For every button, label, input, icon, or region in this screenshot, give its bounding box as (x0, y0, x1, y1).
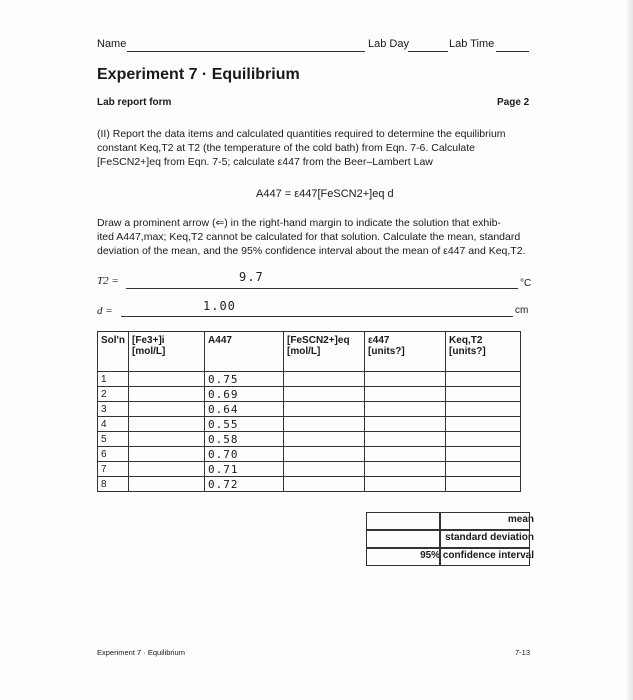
table-row (98, 432, 521, 447)
data-table (97, 331, 521, 492)
fescn-cell[interactable] (284, 417, 365, 432)
fe-cell[interactable] (129, 402, 205, 417)
t2-field-line[interactable] (126, 288, 518, 289)
mean-eps-box[interactable] (366, 512, 440, 530)
fescn-cell[interactable] (284, 462, 365, 477)
eps-cell[interactable] (365, 462, 446, 477)
fescn-cell[interactable] (284, 402, 365, 417)
table-row (98, 462, 521, 477)
instructions-draw-arrow (97, 216, 533, 258)
eps-header: ε447 [units?] (365, 332, 446, 372)
a447-cell[interactable]: 0.72 (205, 477, 284, 492)
eps-cell[interactable] (365, 402, 446, 417)
d-field-line[interactable] (121, 316, 513, 317)
footer-page-number: 7-13 (515, 648, 531, 657)
soln-cell: 8 (98, 477, 129, 492)
fe-cell[interactable] (129, 417, 205, 432)
instruction-line: ited A447,max; Keq,T2 cannot be calculated for that solution. Calculate the mean, standard (97, 231, 521, 243)
lab-time-label: Lab Time (449, 38, 495, 50)
name-label: Name (97, 38, 127, 50)
fe-cell[interactable] (129, 372, 205, 387)
eps-cell[interactable] (365, 432, 446, 447)
name-field[interactable] (127, 51, 365, 52)
table-row (98, 417, 521, 432)
eps-cell[interactable] (365, 387, 446, 402)
keq-cell[interactable] (446, 447, 521, 462)
std-dev-eps-box[interactable] (366, 530, 440, 548)
eps-cell[interactable] (365, 372, 446, 387)
keq-cell[interactable] (446, 417, 521, 432)
a447-cell[interactable]: 0.75 (205, 372, 284, 387)
eps-cell[interactable] (365, 417, 446, 432)
table-row (98, 387, 521, 402)
keq-header: Keq,T2 [units?] (446, 332, 521, 372)
a447-cell[interactable]: 0.69 (205, 387, 284, 402)
soln-cell: 6 (98, 447, 129, 462)
a447-cell[interactable]: 0.55 (205, 417, 284, 432)
instruction-line: (II) Report the data items and calculated quantities required to determine the equilibrium (97, 128, 506, 140)
a447-cell[interactable]: 0.71 (205, 462, 284, 477)
t2-value: 9.7 (239, 270, 264, 284)
confidence-interval-label: 95% confidence interval (420, 550, 534, 561)
a447-header: A447 (205, 332, 284, 372)
table-row (98, 447, 521, 462)
t2-label: T2 = (97, 275, 119, 287)
d-label: d = (97, 305, 113, 317)
soln-header: Sol'n (98, 332, 129, 372)
instruction-line: Draw a prominent arrow (⇐) in the right-hand margin to indicate the solution that exhib- (97, 217, 501, 229)
instructions-part2 (97, 127, 533, 169)
keq-cell[interactable] (446, 402, 521, 417)
eps-cell[interactable] (365, 477, 446, 492)
soln-cell: 1 (98, 372, 129, 387)
mean-label: mean (507, 514, 534, 525)
page-number-label: Page 2 (497, 97, 530, 108)
keq-cell[interactable] (446, 462, 521, 477)
page-title: Experiment 7 · Equilibrium (97, 66, 300, 83)
a447-cell[interactable]: 0.64 (205, 402, 284, 417)
soln-cell: 4 (98, 417, 129, 432)
fescn-cell[interactable] (284, 372, 365, 387)
fescn-cell[interactable] (284, 477, 365, 492)
a447-cell[interactable]: 0.58 (205, 432, 284, 447)
page-edge-shadow (625, 0, 633, 700)
fe-cell[interactable] (129, 477, 205, 492)
table-row (98, 402, 521, 417)
eps-cell[interactable] (365, 447, 446, 462)
fe-cell[interactable] (129, 447, 205, 462)
footer-left: Experiment 7 · Equilibrium (97, 648, 185, 657)
table-row (98, 477, 521, 492)
a447-cell[interactable]: 0.70 (205, 447, 284, 462)
fescn-cell[interactable] (284, 432, 365, 447)
keq-cell[interactable] (446, 432, 521, 447)
keq-cell[interactable] (446, 477, 521, 492)
beer-lambert-equation: A447 = ε447[FeSCN2+]eq d (256, 188, 394, 200)
lab-day-field[interactable] (408, 51, 448, 52)
fescn-cell[interactable] (284, 387, 365, 402)
fe-cell[interactable] (129, 432, 205, 447)
fescn-header: [FeSCN2+]eq [mol/L] (284, 332, 365, 372)
fe-header: [Fe3+]i [mol/L] (129, 332, 205, 372)
std-dev-label: standard deviation (445, 532, 534, 543)
t2-unit: °C (520, 278, 532, 289)
soln-cell: 5 (98, 432, 129, 447)
instruction-line: deviation of the mean, and the 95% confidence interval about the mean of ε447 and Keq,T2. (97, 245, 526, 257)
fescn-cell[interactable] (284, 447, 365, 462)
keq-cell[interactable] (446, 387, 521, 402)
keq-cell[interactable] (446, 372, 521, 387)
d-unit: cm (515, 305, 529, 316)
ci-keq-box[interactable] (440, 548, 530, 566)
fe-cell[interactable] (129, 387, 205, 402)
lab-time-field[interactable] (496, 51, 529, 52)
fe-cell[interactable] (129, 462, 205, 477)
std-dev-keq-box[interactable] (440, 530, 530, 548)
lab-day-label: Lab Day (368, 38, 409, 50)
ci-eps-box[interactable] (366, 548, 440, 566)
instruction-line: [FeSCN2+]eq from Eqn. 7-5; calculate ε447 from the Beer–Lambert Law (97, 156, 433, 168)
soln-cell: 3 (98, 402, 129, 417)
d-value: 1.00 (203, 299, 236, 313)
table-row (98, 372, 521, 387)
soln-cell: 7 (98, 462, 129, 477)
instruction-line: constant Keq,T2 at T2 (the temperature of the cold bath) from Eqn. 7-6. Calculate (97, 142, 476, 154)
soln-cell: 2 (98, 387, 129, 402)
mean-keq-box[interactable] (440, 512, 530, 530)
lab-report-form-label: Lab report form (97, 97, 172, 108)
table-header-row (98, 332, 521, 372)
